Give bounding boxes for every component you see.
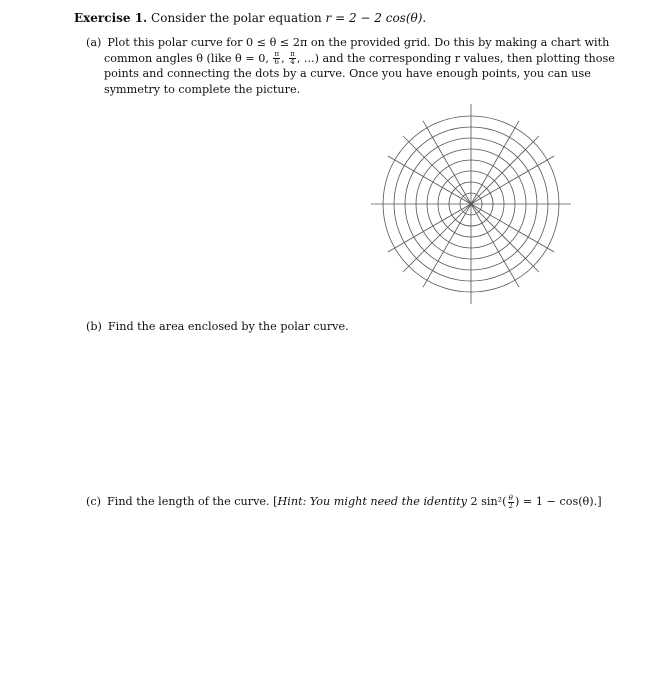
part-b-text: Find the area enclosed by the polar curve. [107,320,349,333]
hint-open-bracket: [ [273,495,278,508]
hint-label: Hint: You might need the identity [277,495,471,508]
polar-grid-spoke [471,156,554,204]
part-a-line-4: symmetry to complete the picture. [104,82,301,96]
part-a-line-1 [86,35,610,51]
fraction-numerator: θ [508,493,513,502]
part-a [86,35,615,97]
identity-post: ) = 1 − cos(θ). [515,495,598,508]
part-a-line-2 [86,50,615,67]
polar-grid-spoke [471,204,519,287]
fraction-denominator: 6 [274,58,279,66]
polar-grid-spoke [403,204,471,272]
fraction-theta-over-2 [508,495,514,510]
fraction-denominator: 4 [290,58,295,66]
polar-grid-spoke [471,204,539,272]
part-c [86,494,602,510]
polar-grid-spoke [403,136,471,204]
fraction-numerator: π [290,50,295,58]
exercise-intro: Consider the polar equation [151,11,326,25]
part-a-line-3: points and connecting the dots by a curve. Once you have enough points, you can use [104,67,591,80]
fraction-separator: , [281,51,289,65]
fraction-numerator: π [274,50,280,58]
polar-grid-spoke [423,204,471,287]
part-b-label: (b) [86,320,102,333]
polar-grid-spoke [471,136,539,204]
identity-pre: 2 sin²( [470,495,507,508]
polar-grid-spoke [388,204,471,252]
part-b [86,319,349,335]
polar-grid-spoke [471,204,554,252]
part-c-text: Find the length of the curve. [107,495,274,508]
part-c-label: (c) [86,495,101,508]
polar-grid-spoke [471,121,519,204]
part-a-label: (a) [86,36,102,49]
part-a-text-2-pre: common angles θ (like θ = 0, [104,51,273,65]
polar-grid-spoke [423,121,471,204]
exercise-heading [74,10,426,26]
hint-close-bracket: ] [597,495,602,508]
fraction-pi-over-4 [289,51,296,66]
part-a-text-1: Plot this polar curve for 0 ≤ θ ≤ 2π on the provided grid. Do this by making a chart with [107,36,610,49]
polar-grid-spoke [388,156,471,204]
polar-grid [370,103,572,305]
exercise-label: Exercise 1. [74,11,148,25]
fraction-pi-over-6 [273,51,280,66]
exercise-equation: r = 2 − 2 cos(θ). [325,11,427,25]
polar-grid-svg [370,103,572,305]
part-a-text-2-post: , ...) and the corresponding r values, then plotting those [296,51,615,65]
fraction-denominator: 2 [508,501,513,510]
